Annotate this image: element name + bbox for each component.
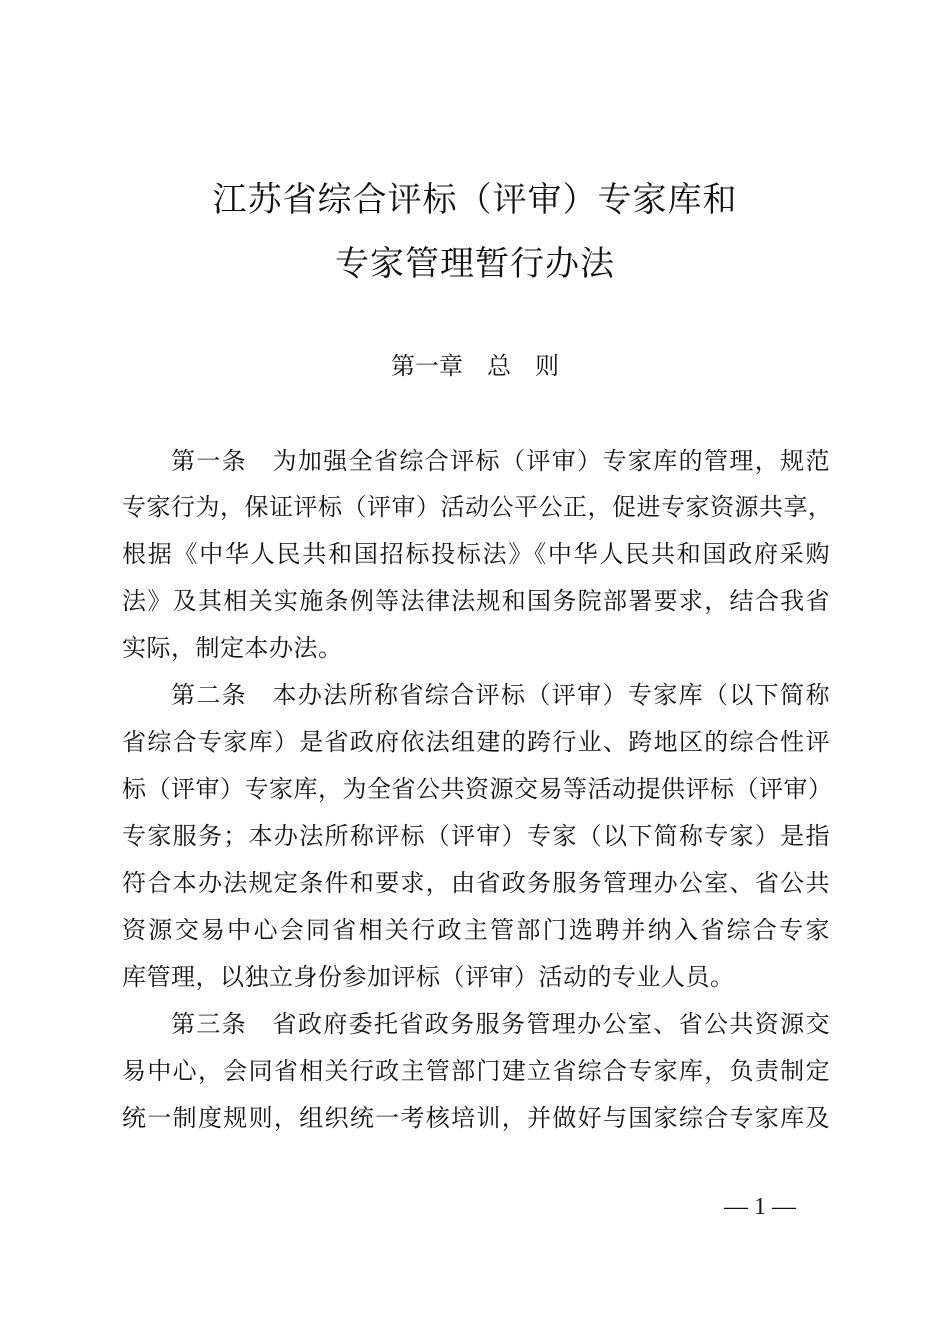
body-line: 实际，制定本办法。 [122, 634, 343, 662]
chapter-heading [0, 351, 950, 381]
body-line: 省综合专家库）是省政府依法组建的跨行业、跨地区的综合性评 [122, 728, 830, 756]
body-line-article-3-start: 第三条 省政府委托省政务服务管理办公室、省公共资源交 [171, 1010, 830, 1038]
document-title-line-1: 江苏省综合评标（评审）专家库和 [212, 180, 738, 220]
body-line: 标（评审）专家库，为全省公共资源交易等活动提供评标（评审） [122, 775, 833, 803]
body-line: 资源交易中心会同省相关行政主管部门选聘并纳入省综合专家 [122, 916, 830, 944]
body-line: 专家服务；本办法所称评标（评审）专家（以下简称专家）是指 [122, 822, 830, 850]
chapter-number: 第一章 [391, 352, 463, 380]
body-line: 统一制度规则，组织统一考核培训，并做好与国家综合专家库及 [122, 1104, 830, 1132]
body-line: 法》及其相关实施条例等法律法规和国务院部署要求，结合我省 [122, 587, 830, 615]
body-line: 根据《中华人民共和国招标投标法》《中华人民共和国政府采购 [122, 540, 830, 568]
body-line: 库管理，以独立身份参加评标（评审）活动的专业人员。 [122, 963, 735, 991]
body-line-article-2-start: 第二条 本办法所称省综合评标（评审）专家库（以下简称 [171, 681, 830, 709]
document-title-line-2: 专家管理暂行办法 [335, 244, 615, 284]
body-line-article-1-start: 第一条 为加强全省综合评标（评审）专家库的管理，规范 [171, 447, 830, 475]
chapter-name: 总 则 [487, 352, 559, 380]
body-line: 符合本办法规定条件和要求，由省政务服务管理办公室、省公共 [122, 869, 830, 897]
page-number: — 1 — [724, 1194, 796, 1220]
body-line: 专家行为，保证评标（评审）活动公平公正，促进专家资源共享， [122, 493, 833, 521]
body-line: 易中心，会同省相关行政主管部门建立省综合专家库，负责制定 [122, 1057, 830, 1085]
